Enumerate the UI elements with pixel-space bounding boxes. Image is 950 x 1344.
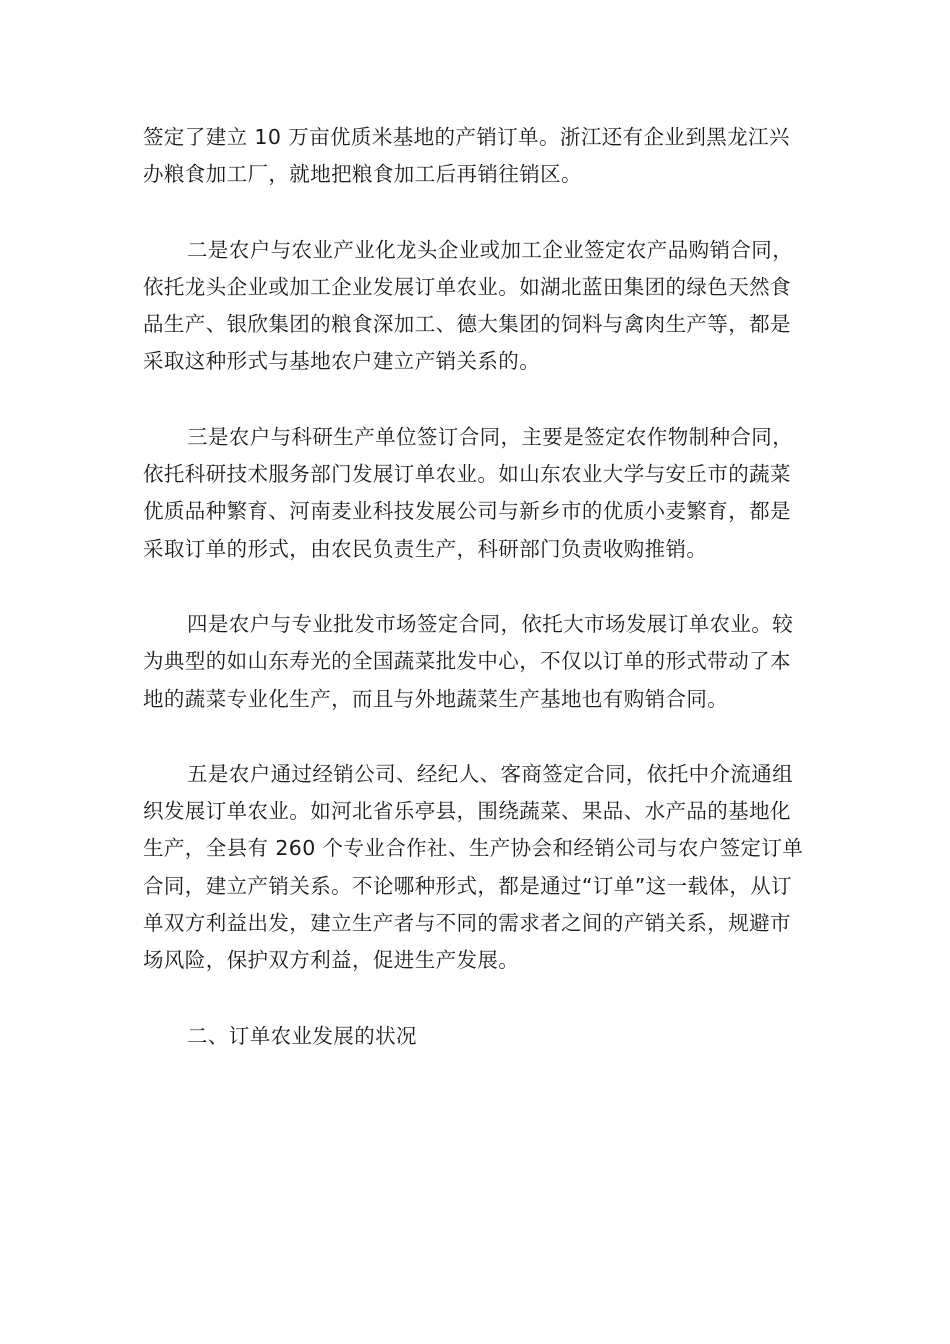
heading-text: 二、订单农业发展的状况 bbox=[187, 1023, 417, 1048]
text-line: 签定了建立 10 万亩优质米基地的产销订单。浙江还有企业到黑龙江兴 bbox=[143, 125, 790, 149]
text-line: 场风险，保护双方利益，促进生产发展。 bbox=[143, 948, 520, 973]
text-line: 采取这种形式与基地农户建立产销关系的。 bbox=[143, 349, 541, 374]
text-line: 地的蔬菜专业化生产，而且与外地蔬菜生产基地也有购销合同。 bbox=[143, 686, 729, 711]
text-line: 合同，建立产销关系。不论哪种形式，都是通过“订单”这一载体，从订 bbox=[143, 873, 793, 898]
paragraph-form-five bbox=[143, 756, 807, 980]
text-line: 优质品种繁育、河南麦业科技发展公司与新乡市的优质小麦繁育，都是 bbox=[143, 499, 791, 524]
section-heading bbox=[143, 1018, 807, 1055]
text-line: 办粮食加工厂，就地把粮食加工后再销往销区。 bbox=[143, 162, 582, 187]
document-body bbox=[143, 119, 807, 1093]
paragraph-form-two bbox=[143, 232, 807, 381]
text-line: 二是农户与农业产业化龙头企业或加工企业签定农产品购销合同， bbox=[187, 237, 794, 262]
text-line: 依托龙头企业或加工企业发展订单农业。如湖北蓝田集团的绿色天然食 bbox=[143, 274, 791, 299]
text-line: 采取订单的形式，由农民负责生产，科研部门负责收购推销。 bbox=[143, 536, 708, 561]
text-line: 四是农户与专业批发市场签定合同，依托大市场发展订单农业。较 bbox=[187, 611, 794, 636]
paragraph-form-three bbox=[143, 419, 807, 568]
paragraph-continuation bbox=[143, 119, 807, 194]
text-line: 织发展订单农业。如河北省乐亭县，围绕蔬菜、果品、水产品的基地化 bbox=[143, 799, 791, 824]
text-line: 五是农户通过经销公司、经纪人、客商签定合同，依托中介流通组 bbox=[187, 761, 794, 786]
text-line: 为典型的如山东寿光的全国蔬菜批发中心，不仅以订单的形式带动了本 bbox=[143, 649, 791, 674]
text-line: 品生产、银欣集团的粮食深加工、德大集团的饲料与禽肉生产等，都是 bbox=[143, 312, 791, 337]
text-line: 单双方利益出发，建立生产者与不同的需求者之间的产销关系，规避市 bbox=[143, 911, 791, 936]
text-line: 生产，全县有 260 个专业合作社、生产协会和经销公司与农户签定订单 bbox=[143, 836, 804, 861]
text-line: 三是农户与科研生产单位签订合同，主要是签定农作物制种合同， bbox=[187, 424, 794, 449]
text-line: 依托科研技术服务部门发展订单农业。如山东农业大学与安丘市的蔬菜 bbox=[143, 462, 791, 487]
paragraph-form-four bbox=[143, 606, 807, 718]
